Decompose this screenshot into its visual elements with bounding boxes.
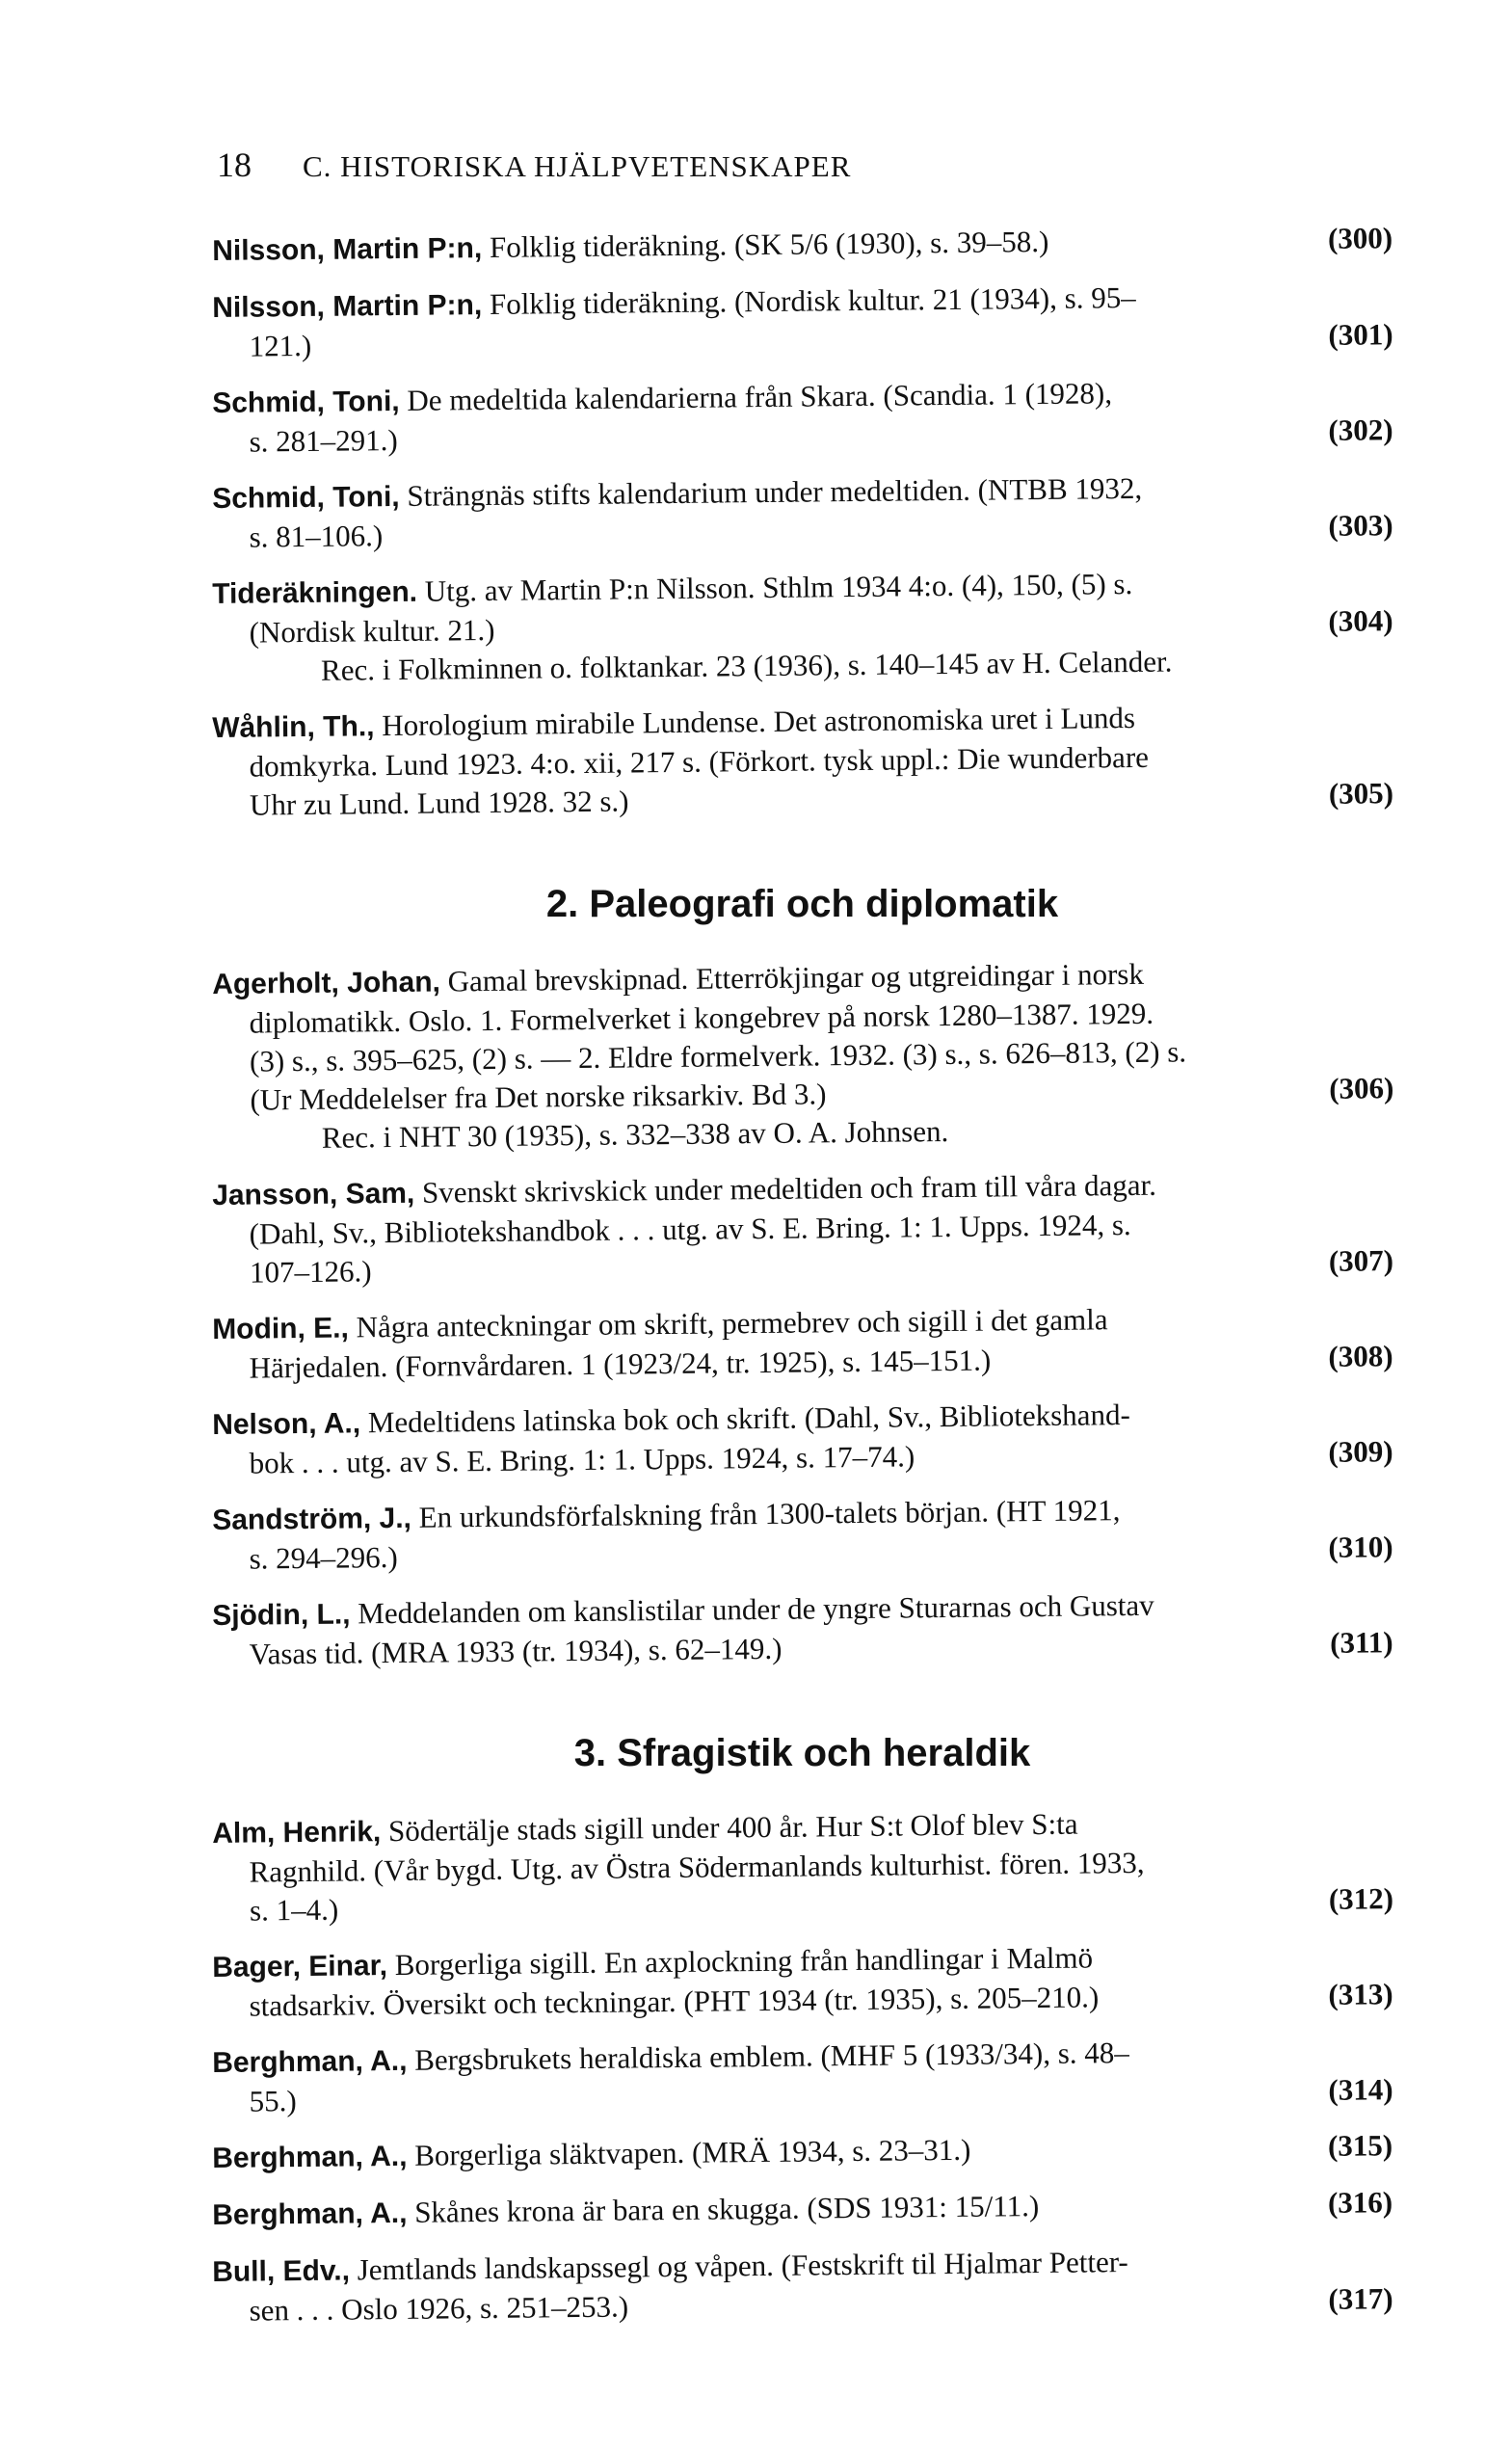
entry-author: Modin, E., [212,1312,350,1345]
entry-number: (303) [1328,508,1393,543]
entry-author: Bull, Edv., [212,2254,351,2288]
bibliography-entry [212,952,1394,1158]
entry-text: s. 281–291.) [249,422,398,459]
bibliography-entry [212,696,1393,825]
entry-text: Ragnhild. (Vår bygd. Utg. av Östra Södermanlands kulturhist. fören. 1933, [249,1845,1145,1889]
entry-text: s. 81–106.) [249,519,384,554]
entry-review: Rec. i NHT 30 (1935), s. 332–338 av O. A. Johnsen. [321,1114,949,1155]
entry-number: (300) [1327,221,1393,255]
bibliography-entry [212,1163,1393,1292]
entry-author: Tideräkningen. [212,575,418,610]
bibliography-entry [212,1584,1393,1674]
section-heading-sfragistik: 3. Sfragistik och heraldik [573,1732,1031,1774]
entry-author: Berghman, A., [212,2196,408,2231]
entry-author: Nelson, A., [212,1407,361,1441]
entry-text: Utg. av Martin P:n Nilsson. Sthlm 1934 4:o. (4), 150, (5) s. [424,566,1133,608]
entry-number: (311) [1329,1625,1393,1660]
entry-number: (302) [1328,413,1393,447]
entry-text: Svenskt skrivskick under medeltiden och fram till våra dagar. [421,1167,1157,1210]
bibliography-entry [212,1935,1393,2026]
bibliography-entry [212,2031,1393,2121]
entry-text: 107–126.) [249,1254,372,1290]
entry-text: Bergsbrukets heraldiska emblem. (MHF 5 (1933/34), s. 48– [414,2036,1129,2077]
entry-text: Härjedalen. (Fornvårdaren. 1 (1923/24, tr. 1925), s. 145–151.) [249,1343,992,1385]
entry-number: (316) [1327,2185,1393,2220]
bibliography-content [212,221,1394,2348]
bibliography-entry [212,1393,1393,1483]
entry-number: (312) [1328,1881,1394,1916]
entry-text: diplomatikk. Oslo. 1. Formelverket i kongebrev på norsk 1280–1387. 1929. [249,996,1154,1040]
entry-text: En urkundsförfalskning från 1300-talets början. (HT 1921, [418,1493,1121,1534]
entry-text: Vasas tid. (MRA 1933 (tr. 1934), s. 62–149.) [249,1631,783,1671]
entry-number: (313) [1328,1977,1393,2011]
page-header [217,145,1373,185]
bibliography-entry [212,466,1393,557]
entry-author: Berghman, A., [212,2140,408,2174]
entry-text: 55.) [249,2084,297,2118]
entry-author: Agerholt, Johan, [212,966,441,1000]
entries-paleografi [212,956,1394,1674]
section-heading-paleografi: 2. Paleografi och diplomatik [545,883,1059,925]
entry-text: (Ur Meddelelser fra Det norske riksarkiv. Bd 3.) [250,1077,827,1117]
entry-number: (301) [1328,317,1393,352]
bibliography-entry [212,219,1393,271]
entry-text: Jemtlands landskapssegl og våpen. (Festskrift til Hjalmar Petter- [357,2245,1128,2287]
bibliography-entry [212,1297,1393,1388]
entry-text: bok . . . utg. av S. E. Bring. 1: 1. Upps. 1924, s. 17–74.) [249,1439,915,1480]
entry-text: Folklig tideräkning. (Nordisk kultur. 21 (1934), s. 95– [489,280,1136,321]
entry-author: Nilsson, Martin P:n, [212,289,483,324]
entry-text: domkyrka. Lund 1923. 4:o. xii, 217 s. (Förkort. tysk uppl.: Die wunderbare [249,739,1150,784]
bibliography-entry [212,1488,1393,1579]
entry-text: Uhr zu Lund. Lund 1928. 32 s.) [249,784,629,822]
entry-author: Bager, Einar, [212,1950,388,1983]
bibliography-entry [212,371,1393,462]
entry-text: Några anteckningar om skrift, permebrev och sigill i det gamla [356,1302,1108,1344]
entry-number: (307) [1328,1243,1394,1278]
entry-text: Horologium mirabile Lundense. Det astronomiska uret i Lunds [382,700,1136,743]
entry-text: Strängnäs stifts kalendarium under medeltiden. (NTBB 1932, [407,470,1143,513]
entry-author: Wåhlin, Th., [212,710,375,744]
entries-sfragistik [212,1806,1394,2330]
entry-author: Schmid, Toni, [212,480,400,515]
running-title: C. HISTORISKA HJÄLPVETENSKAPER [303,149,852,183]
entry-line [212,2126,1393,2178]
entry-author: Sandström, J., [212,1502,412,1536]
entry-text: De medeltida kalendarierna från Skara. (Scandia. 1 (1928), [407,376,1113,417]
entry-number: (310) [1328,1530,1393,1564]
entry-author: Berghman, A., [212,2044,408,2079]
entry-number: (314) [1328,2072,1393,2107]
entry-text: (Nordisk kultur. 21.) [249,612,495,650]
entry-text: Södertälje stads sigill under 400 år. Hur S:t Olof blev S:ta [387,1806,1078,1849]
entry-author: Jansson, Sam, [212,1177,415,1211]
entry-text: (3) s., s. 395–625, (2) s. — 2. Eldre formelverk. 1932. (3) s., s. 626–813, (2) s. [249,1034,1187,1078]
entry-number: (306) [1329,1071,1394,1105]
entry-number: (315) [1327,2128,1393,2163]
bibliography-entry [212,1801,1393,1930]
bibliography-entry [212,276,1393,366]
entry-text: Skånes krona är bara en skugga. (SDS 1931: 15/11.) [414,2189,1040,2229]
bibliography-entry [212,562,1393,691]
entry-line [212,219,1393,271]
entry-text: Borgerliga släktvapen. (MRÄ 1934, s. 23–31.) [414,2132,971,2172]
entry-number: (308) [1328,1339,1393,1373]
entry-text: s. 294–296.) [249,1539,398,1576]
entry-author: Nilsson, Martin P:n, [212,232,483,267]
entry-text: (Dahl, Sv., Bibliotekshandbok . . . utg. av S. E. Bring. 1: 1. Upps. 1924, s. [249,1208,1131,1251]
entry-text: sen . . . Oslo 1926, s. 251–253.) [249,2289,629,2328]
entry-author: Sjödin, L., [212,1598,351,1632]
entry-text: stadsarkiv. Översikt och teckningar. (PHT 1934 (tr. 1935), s. 205–210.) [249,1980,1100,2023]
entry-text: 121.) [249,328,312,363]
entry-text: Medeltidens latinska bok och skrift. (Dahl, Sv., Bibliotekshand- [367,1398,1130,1440]
bibliography-entry [212,2240,1393,2330]
entry-text: Gamal brevskipnad. Etterrökjingar og utgreidingar i norsk [447,956,1145,998]
entry-line [212,2183,1393,2235]
entries-chronology [212,221,1394,825]
entry-author: Schmid, Toni, [212,385,400,419]
entry-text: Folklig tideräkning. (SK 5/6 (1930), s. 39–58.) [489,224,1049,264]
entry-number: (305) [1328,776,1394,811]
entry-review: Rec. i Folkminnen o. folktankar. 23 (1936), s. 140–145 av H. Celander. [320,644,1173,687]
entry-text: s. 1–4.) [249,1892,339,1928]
page-number: 18 [217,146,252,184]
entry-number: (317) [1328,2281,1393,2316]
entry-author: Alm, Henrik, [212,1816,382,1850]
entry-number: (309) [1328,1434,1393,1469]
bibliography-entry [212,2126,1393,2178]
entry-number: (304) [1328,603,1393,638]
entry-text: Borgerliga sigill. En axplockning från handlingar i Malmö [394,1940,1094,1983]
bibliography-entry [212,2183,1393,2235]
entry-text: Meddelanden om kanslistilar under de yngre Sturarnas och Gustav [358,1587,1154,1631]
